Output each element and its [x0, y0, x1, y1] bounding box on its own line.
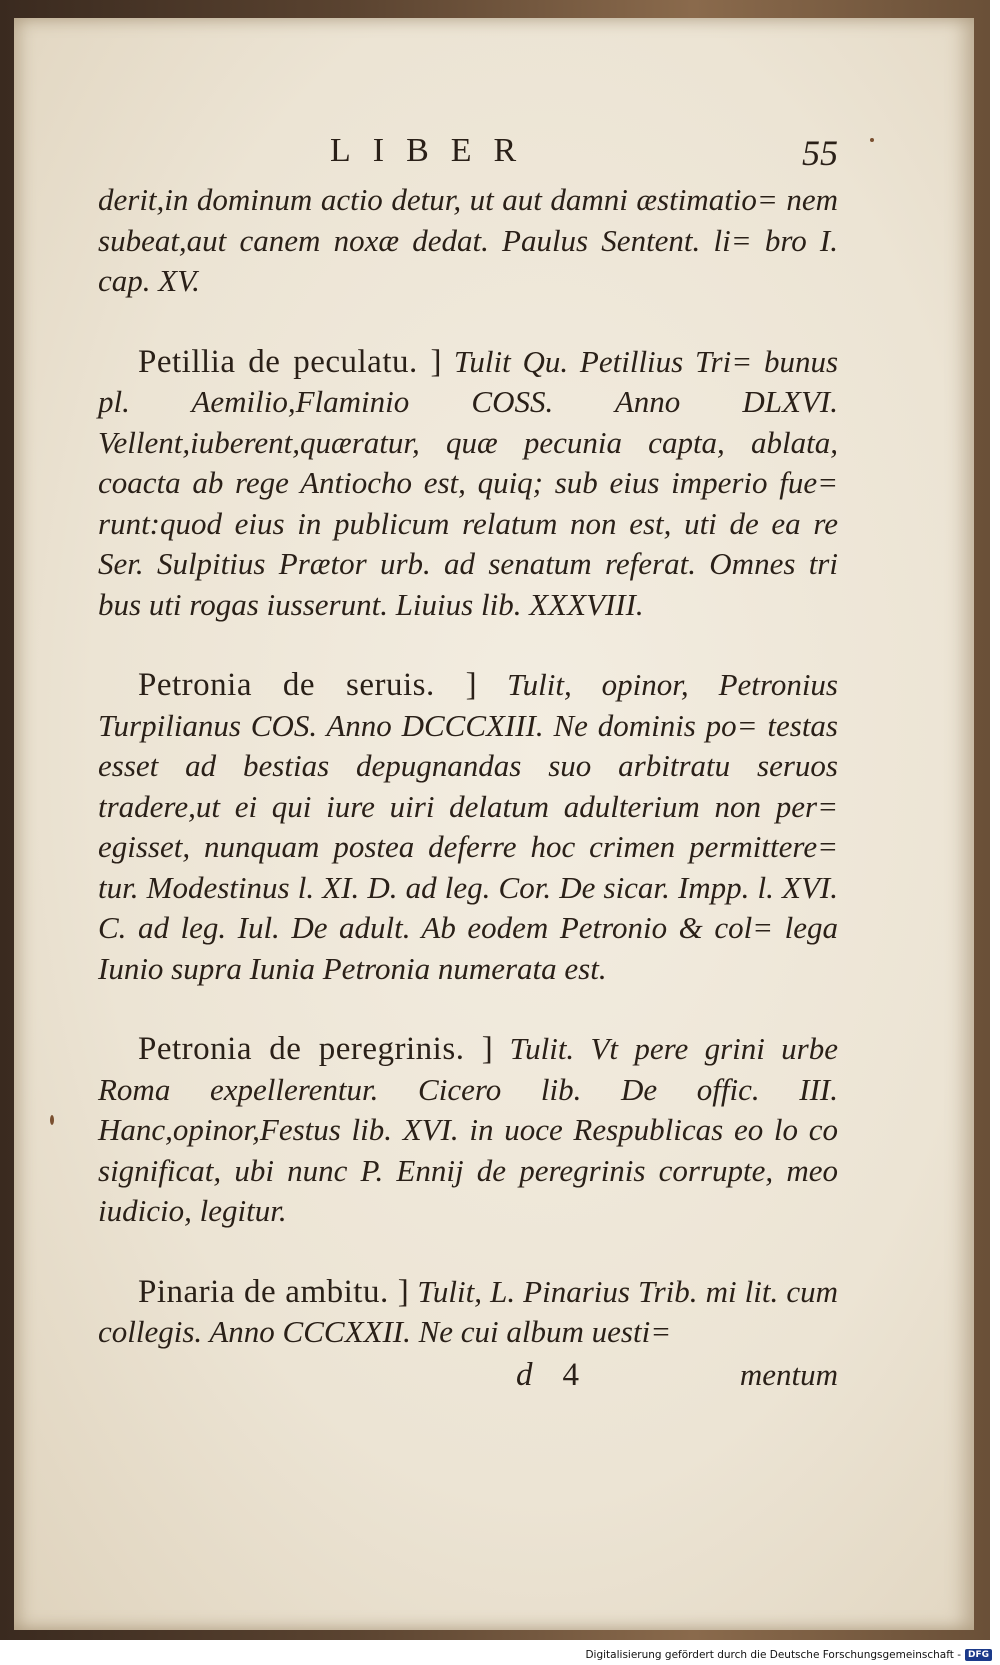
entry-lemma: Pinaria de ambitu. ]: [138, 1273, 410, 1310]
entry-lex-petillia: [98, 342, 838, 626]
entry-text: Tulit, L. Pinarius Trib. mi lit. cum collegis. Anno CCCXXII. Ne cui album uesti=: [98, 1273, 839, 1349]
entry-lex-petronia-seruis: [98, 665, 838, 989]
signature-number: 4: [562, 1356, 579, 1393]
entry-lex-pinaria: [98, 1272, 838, 1353]
entry-lemma: Petillia de peculatu. ]: [138, 343, 443, 380]
entry-text: derit,in dominum actio detur, ut aut damni æstimatio= nem subeat,aut canem noxæ dedat. Paulus Sentent. li= bro I. cap. XV.: [98, 182, 838, 298]
page-text-block: [98, 118, 838, 1401]
entry-text: Tulit Qu. Petillius Tri= bunus pl. Aemilio,Flaminio COSS. Anno DLXVI. Vellent,iuberent,quæratur, quæ pecunia capta, ablata, coacta ab rege Antiocho est, quiq; sub eius imperio fue= runt:quod eius in publicum relatum non est, uti de ea re Ser. Sulpitius Prætor urb. ad senatum referat. Omnes tri bus uti rogas iusserunt. Liuius lib. XXXVIII.: [98, 343, 839, 622]
page-header: [98, 118, 838, 180]
entry-lemma: Petronia de seruis. ]: [138, 667, 478, 703]
ink-speck: [870, 138, 874, 142]
running-title: LIBER: [330, 132, 539, 169]
entry-continuation: [98, 180, 838, 302]
digitization-credit: [585, 1649, 992, 1661]
page-number: 55: [802, 133, 838, 173]
credit-text: Digitalisierung gefördert durch die Deutsche Forschungsgemeinschaft -: [585, 1649, 961, 1661]
book-page: [14, 18, 974, 1630]
page-footer: [98, 1357, 838, 1401]
signature-letter: d: [516, 1356, 533, 1393]
entry-text: Tulit, opinor, Petronius Turpilianus COS. Anno DCCCXIII. Ne dominis po= testas esset ad bestias depugnandas suo arbitratu seruos tradere,ut ei qui iure uiri delatum adulterium non per= egisset, nunquam postea deferre hoc crimen permittere= tur. Modestinus l. XI. D. ad leg. Cor. De sicar. Impp. l. XVI. C. ad leg. Iul. De adult. Ab eodem Petronio & col= lega Iunio supra Iunia Petronia numerata est.: [98, 667, 838, 986]
signature-mark: [516, 1357, 579, 1394]
entry-lemma: Petronia de peregrinis. ]: [138, 1031, 494, 1067]
entry-lex-petronia-peregrinis: [98, 1029, 838, 1232]
ink-speck: [50, 1115, 54, 1125]
catchword: mentum: [739, 1356, 838, 1392]
entry-text: Tulit. Vt pere grini urbe Roma expellerentur. Cicero lib. De offic. III. Hanc,opinor,Festus lib. XVI. in uoce Respublicas eo lo co significat, ubi nunc P. Ennij de peregrinis corrupte, meo iudicio, legitur.: [98, 1031, 839, 1228]
dfg-logo-icon: DFG: [965, 1649, 992, 1661]
